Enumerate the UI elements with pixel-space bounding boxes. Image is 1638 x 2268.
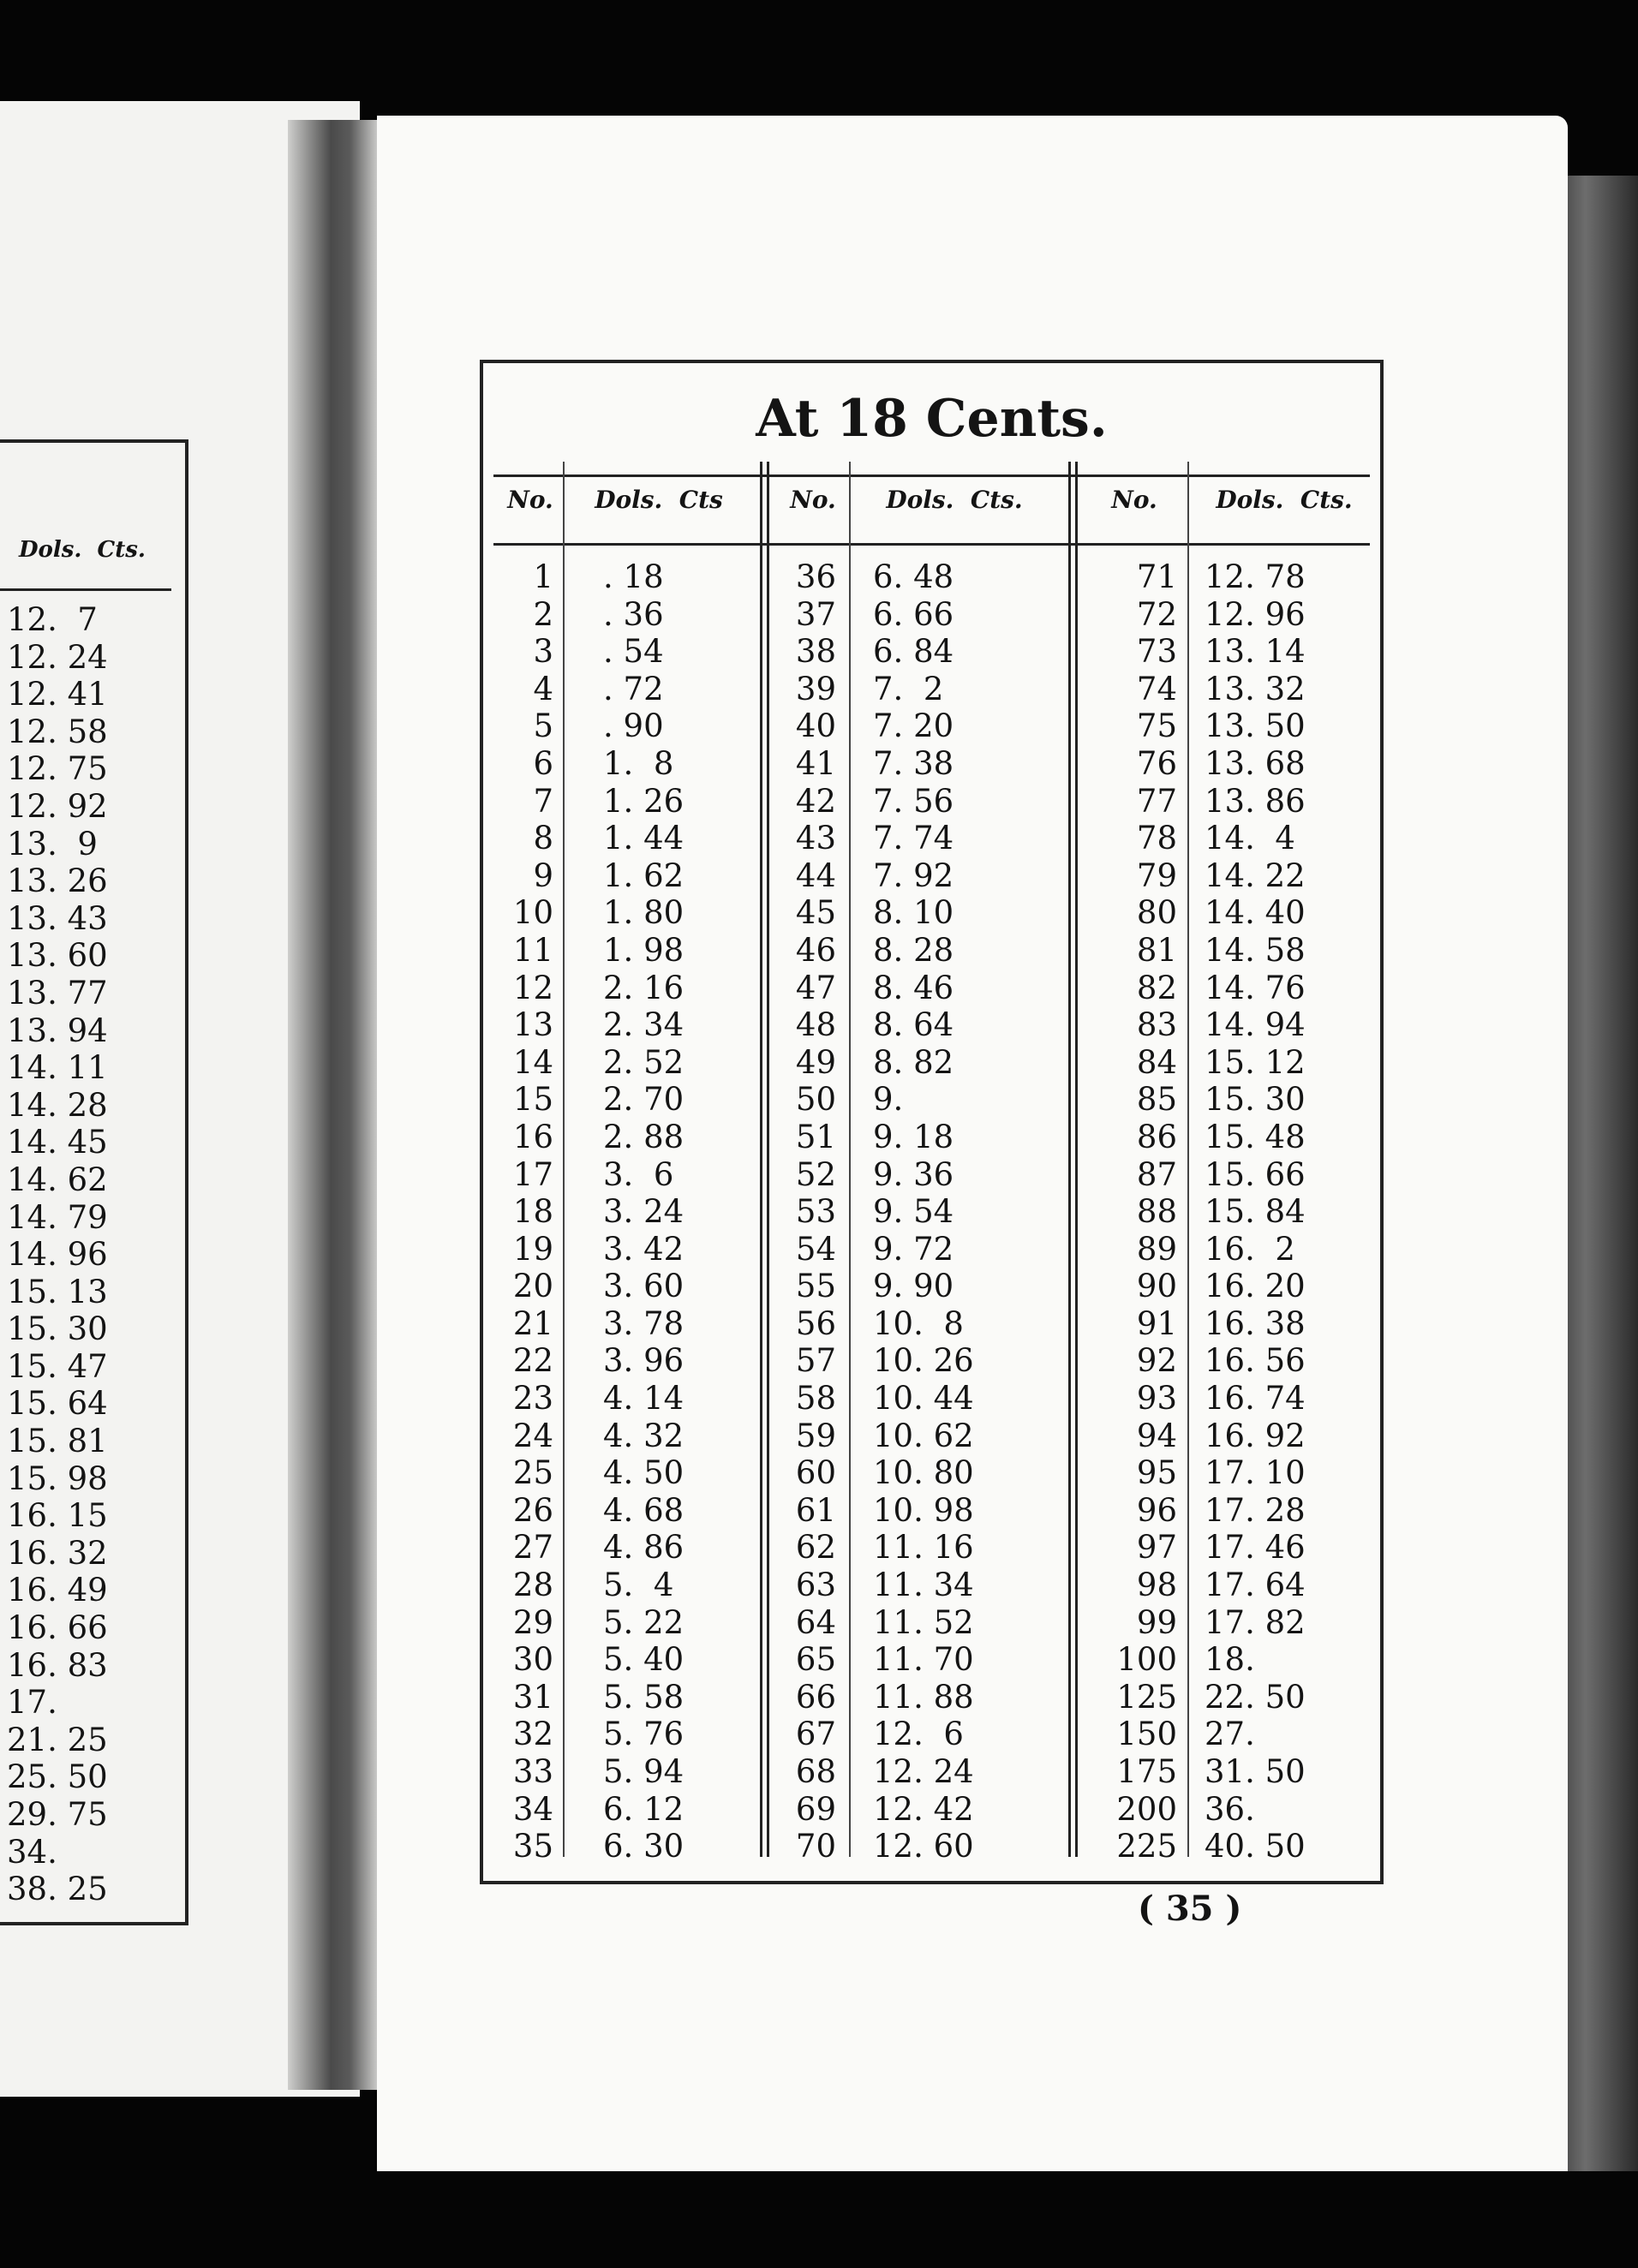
- amount-cell: 10. 26: [873, 1342, 974, 1380]
- amount-cell: 5. 22: [603, 1603, 684, 1641]
- amount-cell: 9. 36: [873, 1155, 954, 1193]
- header-rule: [493, 543, 1370, 546]
- amount-cell: 10. 44: [873, 1380, 974, 1418]
- left-value-cell: 14. 11: [7, 1049, 108, 1087]
- left-value-cell: 12. 7: [7, 601, 98, 638]
- left-value-cell: 16. 49: [7, 1572, 108, 1609]
- number-cell: 14: [512, 1043, 553, 1081]
- amount-cell: 17. 10: [1205, 1454, 1306, 1492]
- number-cell: 13: [512, 1006, 553, 1044]
- amount-cell: 8. 46: [873, 969, 954, 1006]
- amount-cell: . 54: [603, 633, 664, 671]
- left-value-cell: 15. 81: [7, 1423, 108, 1460]
- number-cell: 56: [795, 1304, 836, 1342]
- number-cell: 80: [1136, 894, 1177, 932]
- amount-cell: 3. 6: [603, 1155, 674, 1193]
- number-cell: 63: [795, 1567, 836, 1604]
- amount-cell: 16. 92: [1205, 1417, 1306, 1454]
- number-cell: 98: [1136, 1567, 1177, 1604]
- amount-cell: 40. 50: [1205, 1828, 1306, 1865]
- amount-cell: 3. 24: [603, 1193, 684, 1231]
- number-cell: 12: [512, 969, 553, 1006]
- left-value-cell: 13. 43: [7, 899, 108, 937]
- number-cell: 72: [1136, 595, 1177, 633]
- amount-cell: 10. 8: [873, 1304, 964, 1342]
- number-cell: 48: [795, 1006, 836, 1044]
- number-cell: 11: [512, 931, 553, 969]
- number-cell: 23: [512, 1380, 553, 1418]
- number-cell: 30: [512, 1641, 553, 1679]
- number-cell: 225: [1116, 1828, 1177, 1865]
- left-value-cell: 21. 25: [7, 1721, 108, 1758]
- amount-cell: 16. 74: [1205, 1380, 1306, 1418]
- left-value-cell: 14. 79: [7, 1198, 108, 1236]
- left-value-cell: 13. 77: [7, 974, 108, 1012]
- number-cell: 9: [533, 856, 553, 894]
- column-divider-double-2b: [1075, 462, 1078, 1857]
- number-cell: 24: [512, 1417, 553, 1454]
- amount-cell: 9. 54: [873, 1193, 954, 1231]
- number-cell: 68: [795, 1753, 836, 1790]
- amount-column-1: [603, 558, 749, 1865]
- number-cell: 38: [795, 633, 836, 671]
- number-cell: 22: [512, 1342, 553, 1380]
- column-divider-2: [849, 462, 851, 1857]
- left-table-header: Dols. Cts.: [19, 537, 146, 563]
- amount-cell: 7. 74: [873, 820, 954, 857]
- amount-cell: 4. 50: [603, 1454, 684, 1492]
- amount-cell: 15. 30: [1205, 1081, 1306, 1119]
- left-value-cell: 12. 58: [7, 713, 108, 750]
- number-cell: 71: [1136, 558, 1177, 595]
- amount-cell: 5. 40: [603, 1641, 684, 1679]
- number-cell: 77: [1136, 782, 1177, 820]
- amount-cell: 15. 48: [1205, 1118, 1306, 1155]
- number-cell: 29: [512, 1603, 553, 1641]
- number-cell: 33: [512, 1753, 553, 1790]
- number-cell: 16: [512, 1118, 553, 1155]
- amount-cell: 12. 24: [873, 1753, 974, 1790]
- left-value-cell: 38. 25: [7, 1871, 108, 1908]
- left-values-column: [7, 601, 108, 1908]
- amount-cell: 8. 10: [873, 894, 954, 932]
- number-cell: 67: [795, 1716, 836, 1753]
- amount-cell: 4. 68: [603, 1491, 684, 1529]
- number-cell: 42: [795, 782, 836, 820]
- amount-cell: 18.: [1205, 1641, 1255, 1679]
- number-cell: 175: [1116, 1753, 1177, 1790]
- amount-cell: 7. 20: [873, 707, 954, 745]
- left-header-rule: [0, 588, 171, 591]
- number-cell: 1: [533, 558, 553, 595]
- amount-cell: 13. 14: [1205, 633, 1306, 671]
- number-cell: 47: [795, 969, 836, 1006]
- number-column-3: [1083, 558, 1177, 1865]
- number-cell: 31: [512, 1678, 553, 1716]
- amount-cell: 6. 30: [603, 1828, 684, 1865]
- number-cell: 84: [1136, 1043, 1177, 1081]
- amount-cell: 5. 58: [603, 1678, 684, 1716]
- number-cell: 15: [512, 1081, 553, 1119]
- amount-cell: 14. 58: [1205, 931, 1306, 969]
- left-value-cell: 29. 75: [7, 1796, 108, 1833]
- amount-cell: 10. 62: [873, 1417, 974, 1454]
- amount-cell: 12. 78: [1205, 558, 1306, 595]
- amount-cell: 13. 32: [1205, 670, 1306, 707]
- left-value-cell: 13. 60: [7, 937, 108, 975]
- amount-column-2: [873, 558, 1044, 1865]
- number-cell: 73: [1136, 633, 1177, 671]
- amount-cell: 12. 42: [873, 1790, 974, 1828]
- left-value-cell: 17.: [7, 1684, 57, 1722]
- number-cell: 58: [795, 1380, 836, 1418]
- column-divider-double-2a: [1068, 462, 1071, 1857]
- amount-cell: 11. 34: [873, 1567, 974, 1604]
- number-cell: 5: [533, 707, 553, 745]
- amount-cell: 4. 86: [603, 1529, 684, 1567]
- number-cell: 53: [795, 1193, 836, 1231]
- amount-cell: 3. 78: [603, 1304, 684, 1342]
- amount-cell: . 90: [603, 707, 664, 745]
- number-cell: 96: [1136, 1491, 1177, 1529]
- amount-cell: 7. 92: [873, 856, 954, 894]
- amount-cell: 6. 84: [873, 633, 954, 671]
- number-cell: 70: [795, 1828, 836, 1865]
- amount-cell: 12. 96: [1205, 595, 1306, 633]
- column-divider-1: [563, 462, 565, 1857]
- number-cell: 28: [512, 1567, 553, 1604]
- amount-cell: 11. 88: [873, 1678, 974, 1716]
- amount-cell: 17. 46: [1205, 1529, 1306, 1567]
- number-cell: 200: [1116, 1790, 1177, 1828]
- amount-cell: 1. 80: [603, 894, 684, 932]
- left-value-cell: 12. 75: [7, 750, 108, 788]
- column-divider-double-1a: [760, 462, 762, 1857]
- number-cell: 4: [533, 670, 553, 707]
- amount-cell: 16. 20: [1205, 1268, 1306, 1305]
- amount-cell: . 72: [603, 670, 664, 707]
- number-cell: 97: [1136, 1529, 1177, 1567]
- header-no-2: No.: [790, 486, 836, 514]
- number-cell: 86: [1136, 1118, 1177, 1155]
- left-value-cell: 15. 47: [7, 1347, 108, 1385]
- header-no-1: No.: [507, 486, 553, 514]
- amount-cell: 11. 70: [873, 1641, 974, 1679]
- amount-cell: 5. 4: [603, 1567, 674, 1604]
- number-cell: 17: [512, 1155, 553, 1193]
- amount-cell: 6. 48: [873, 558, 954, 595]
- number-cell: 34: [512, 1790, 553, 1828]
- amount-cell: 12. 6: [873, 1716, 964, 1753]
- number-cell: 55: [795, 1268, 836, 1305]
- left-value-cell: 13. 94: [7, 1012, 108, 1049]
- left-value-cell: 34.: [7, 1833, 57, 1871]
- amount-cell: 22. 50: [1205, 1678, 1306, 1716]
- number-cell: 49: [795, 1043, 836, 1081]
- number-cell: 18: [512, 1193, 553, 1231]
- number-cell: 79: [1136, 856, 1177, 894]
- amount-cell: 11. 52: [873, 1603, 974, 1641]
- number-cell: 95: [1136, 1454, 1177, 1492]
- number-cell: 8: [533, 820, 553, 857]
- header-dols-cts-2: Dols. Cts.: [886, 486, 1023, 514]
- number-cell: 64: [795, 1603, 836, 1641]
- number-cell: 19: [512, 1230, 553, 1268]
- number-cell: 3: [533, 633, 553, 671]
- amount-cell: . 18: [603, 558, 664, 595]
- number-cell: 25: [512, 1454, 553, 1492]
- amount-cell: 1. 44: [603, 820, 684, 857]
- number-cell: 62: [795, 1529, 836, 1567]
- amount-cell: 27.: [1205, 1716, 1255, 1753]
- amount-cell: 15. 84: [1205, 1193, 1306, 1231]
- number-cell: 40: [795, 707, 836, 745]
- number-cell: 41: [795, 744, 836, 782]
- number-cell: 43: [795, 820, 836, 857]
- number-cell: 83: [1136, 1006, 1177, 1044]
- number-cell: 92: [1136, 1342, 1177, 1380]
- number-cell: 52: [795, 1155, 836, 1193]
- number-cell: 90: [1136, 1268, 1177, 1305]
- amount-cell: 7. 2: [873, 670, 944, 707]
- column-divider-double-1b: [767, 462, 769, 1857]
- left-value-cell: 15. 30: [7, 1310, 108, 1348]
- number-cell: 57: [795, 1342, 836, 1380]
- amount-cell: 2. 70: [603, 1081, 684, 1119]
- number-cell: 69: [795, 1790, 836, 1828]
- amount-cell: 17. 64: [1205, 1567, 1306, 1604]
- amount-cell: 9. 18: [873, 1118, 954, 1155]
- title-rule: [493, 474, 1370, 477]
- amount-cell: 1. 8: [603, 744, 674, 782]
- number-cell: 88: [1136, 1193, 1177, 1231]
- number-cell: 93: [1136, 1380, 1177, 1418]
- number-cell: 10: [512, 894, 553, 932]
- amount-cell: 14. 22: [1205, 856, 1306, 894]
- number-cell: 60: [795, 1454, 836, 1492]
- amount-cell: 10. 98: [873, 1491, 974, 1529]
- left-value-cell: 12. 41: [7, 676, 108, 713]
- left-value-cell: 15. 13: [7, 1273, 108, 1310]
- number-cell: 74: [1136, 670, 1177, 707]
- book-gutter: [288, 120, 384, 2090]
- number-cell: 82: [1136, 969, 1177, 1006]
- number-cell: 39: [795, 670, 836, 707]
- left-value-cell: 14. 96: [7, 1236, 108, 1274]
- amount-cell: 14. 94: [1205, 1006, 1306, 1044]
- amount-cell: 2. 16: [603, 969, 684, 1006]
- number-cell: 45: [795, 894, 836, 932]
- number-cell: 46: [795, 931, 836, 969]
- number-cell: 36: [795, 558, 836, 595]
- left-value-cell: 16. 32: [7, 1534, 108, 1572]
- left-value-cell: 14. 62: [7, 1161, 108, 1198]
- amount-cell: 6. 12: [603, 1790, 684, 1828]
- amount-cell: 16. 2: [1205, 1230, 1295, 1268]
- amount-cell: 9. 72: [873, 1230, 954, 1268]
- number-cell: 2: [533, 595, 553, 633]
- amount-cell: 4. 32: [603, 1417, 684, 1454]
- amount-cell: 8. 82: [873, 1043, 954, 1081]
- number-cell: 99: [1136, 1603, 1177, 1641]
- number-cell: 87: [1136, 1155, 1177, 1193]
- number-cell: 26: [512, 1491, 553, 1529]
- amount-cell: 2. 34: [603, 1006, 684, 1044]
- amount-cell: 6. 66: [873, 595, 954, 633]
- number-cell: 20: [512, 1268, 553, 1305]
- left-value-cell: 14. 28: [7, 1086, 108, 1124]
- header-no-3: No.: [1111, 486, 1157, 514]
- number-cell: 21: [512, 1304, 553, 1342]
- number-cell: 75: [1136, 707, 1177, 745]
- table-title: At 18 Cents.: [756, 389, 1108, 449]
- left-value-cell: 14. 45: [7, 1124, 108, 1161]
- amount-cell: 14. 76: [1205, 969, 1306, 1006]
- number-cell: 91: [1136, 1304, 1177, 1342]
- amount-cell: 13. 68: [1205, 744, 1306, 782]
- amount-cell: . 36: [603, 595, 664, 633]
- left-value-cell: 12. 24: [7, 638, 108, 676]
- header-dols-cts-1: Dols. Cts: [595, 486, 723, 514]
- number-cell: 125: [1116, 1678, 1177, 1716]
- amount-cell: 4. 14: [603, 1380, 684, 1418]
- number-cell: 150: [1116, 1716, 1177, 1753]
- number-cell: 81: [1136, 931, 1177, 969]
- amount-cell: 1. 26: [603, 782, 684, 820]
- left-value-cell: 25. 50: [7, 1758, 108, 1796]
- amount-cell: 5. 94: [603, 1753, 684, 1790]
- number-cell: 65: [795, 1641, 836, 1679]
- number-cell: 54: [795, 1230, 836, 1268]
- column-divider-3: [1187, 462, 1189, 1857]
- number-cell: 100: [1116, 1641, 1177, 1679]
- number-cell: 66: [795, 1678, 836, 1716]
- number-cell: 44: [795, 856, 836, 894]
- amount-cell: 16. 56: [1205, 1342, 1306, 1380]
- left-value-cell: 16. 66: [7, 1609, 108, 1647]
- amount-cell: 36.: [1205, 1790, 1255, 1828]
- amount-cell: 10. 80: [873, 1454, 974, 1492]
- amount-cell: 8. 28: [873, 931, 954, 969]
- number-cell: 78: [1136, 820, 1177, 857]
- number-cell: 6: [533, 744, 553, 782]
- number-cell: 76: [1136, 744, 1177, 782]
- number-cell: 32: [512, 1716, 553, 1753]
- amount-cell: 13. 86: [1205, 782, 1306, 820]
- amount-cell: 2. 52: [603, 1043, 684, 1081]
- left-value-cell: 13. 26: [7, 862, 108, 900]
- amount-cell: 16. 38: [1205, 1304, 1306, 1342]
- number-cell: 7: [533, 782, 553, 820]
- amount-cell: 9.: [873, 1081, 904, 1119]
- page-number: ( 35 ): [1138, 1889, 1242, 1929]
- amount-cell: 5. 76: [603, 1716, 684, 1753]
- left-value-cell: 15. 98: [7, 1459, 108, 1497]
- left-value-cell: 12. 92: [7, 787, 108, 825]
- number-cell: 61: [795, 1491, 836, 1529]
- amount-cell: 14. 4: [1205, 820, 1295, 857]
- number-cell: 51: [795, 1118, 836, 1155]
- amount-cell: 12. 60: [873, 1828, 974, 1865]
- amount-cell: 8. 64: [873, 1006, 954, 1044]
- amount-cell: 7. 38: [873, 744, 954, 782]
- amount-cell: 15. 66: [1205, 1155, 1306, 1193]
- amount-cell: 1. 98: [603, 931, 684, 969]
- amount-column-3: [1205, 558, 1367, 1865]
- amount-cell: 11. 16: [873, 1529, 974, 1567]
- number-cell: 89: [1136, 1230, 1177, 1268]
- amount-cell: 31. 50: [1205, 1753, 1306, 1790]
- left-table: [0, 439, 188, 1925]
- number-cell: 85: [1136, 1081, 1177, 1119]
- number-column-1: [500, 558, 553, 1865]
- number-column-2: [774, 558, 836, 1865]
- number-cell: 59: [795, 1417, 836, 1454]
- number-cell: 50: [795, 1081, 836, 1119]
- amount-cell: 13. 50: [1205, 707, 1306, 745]
- number-cell: 37: [795, 595, 836, 633]
- amount-cell: 17. 82: [1205, 1603, 1306, 1641]
- amount-cell: 2. 88: [603, 1118, 684, 1155]
- header-dols-cts-3: Dols. Cts.: [1216, 486, 1353, 514]
- amount-cell: 14. 40: [1205, 894, 1306, 932]
- amount-cell: 9. 90: [873, 1268, 954, 1305]
- amount-cell: 15. 12: [1205, 1043, 1306, 1081]
- left-value-cell: 16. 15: [7, 1497, 108, 1535]
- amount-cell: 7. 56: [873, 782, 954, 820]
- price-table: [480, 360, 1384, 1884]
- amount-cell: 1. 62: [603, 856, 684, 894]
- left-value-cell: 16. 83: [7, 1646, 108, 1684]
- number-cell: 27: [512, 1529, 553, 1567]
- left-value-cell: 15. 64: [7, 1385, 108, 1423]
- number-cell: 35: [512, 1828, 553, 1865]
- amount-cell: 3. 42: [603, 1230, 684, 1268]
- amount-cell: 3. 60: [603, 1268, 684, 1305]
- amount-cell: 17. 28: [1205, 1491, 1306, 1529]
- number-cell: 94: [1136, 1417, 1177, 1454]
- left-value-cell: 13. 9: [7, 825, 98, 862]
- amount-cell: 3. 96: [603, 1342, 684, 1380]
